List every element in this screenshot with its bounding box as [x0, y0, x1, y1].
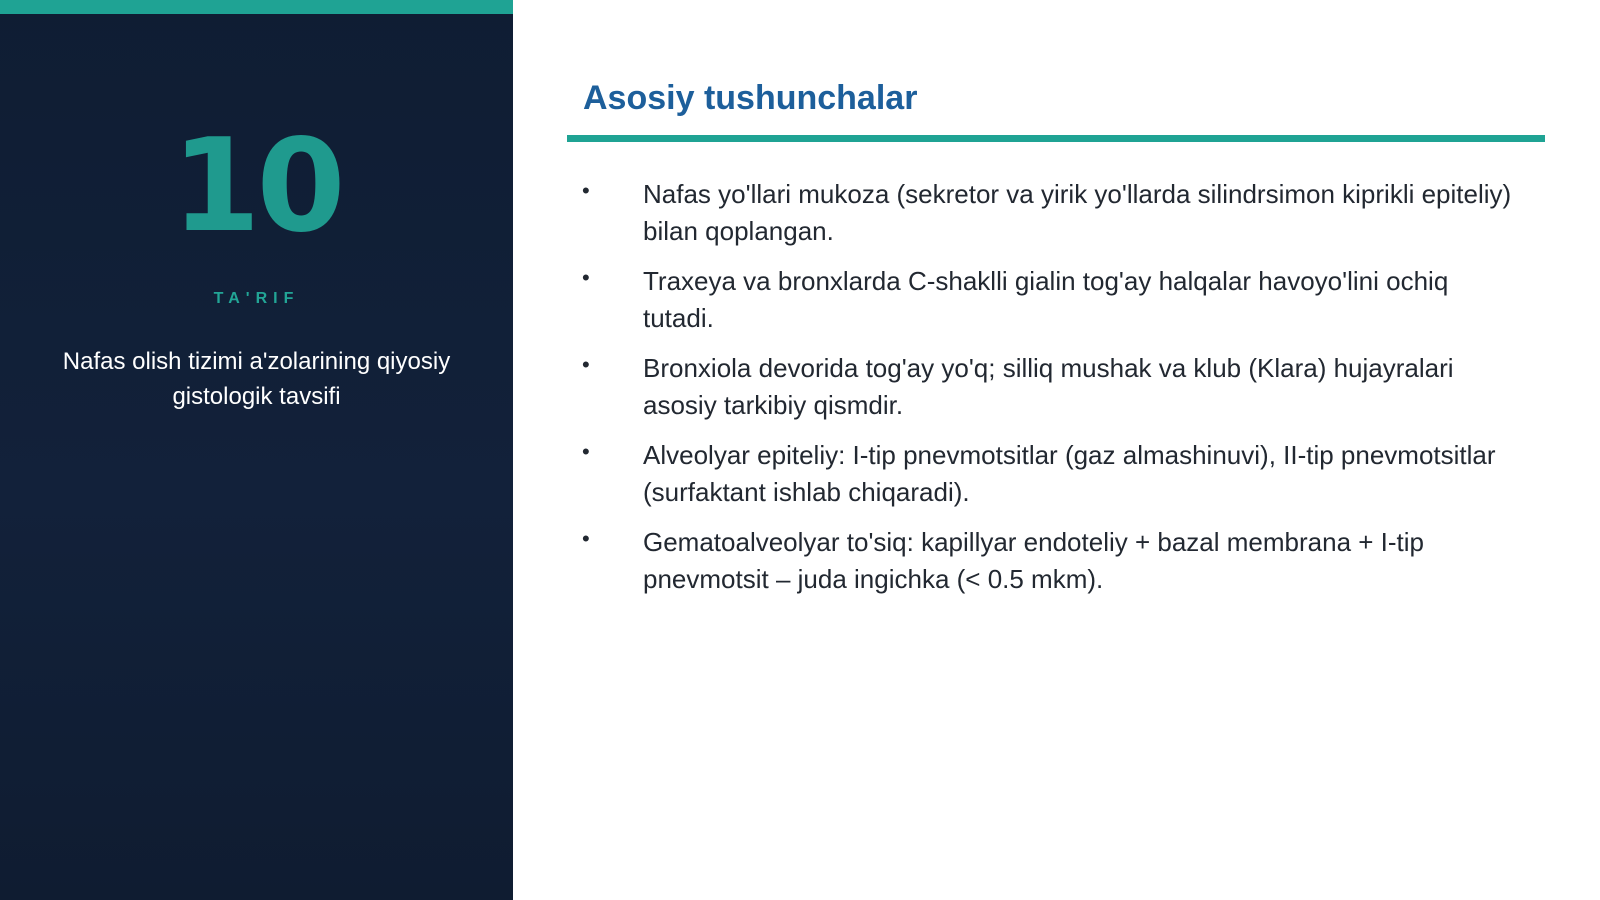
bullet-item — [582, 350, 1522, 424]
left-accent-bar — [0, 0, 513, 14]
bullet-item — [582, 176, 1522, 250]
bullet-item — [582, 524, 1522, 598]
bullet-dot-icon: • — [582, 352, 590, 377]
bullet-dot-icon: • — [582, 439, 590, 464]
slide-number: 10 — [171, 112, 342, 261]
bullet-list — [582, 176, 1522, 611]
left-panel — [0, 0, 513, 900]
bullet-text: Bronxiola devorida tog'ay yo'q; silliq mushak va klub (Klara) hujayralari asosiy tarkibiy qismdir. — [643, 353, 1454, 420]
title-underline — [567, 135, 1545, 142]
bullet-text: Traxeya va bronxlarda C-shaklli gialin tog'ay halqalar havoyo'lini ochiq tutadi. — [643, 266, 1449, 333]
bullet-text: Alveolyar epiteliy: I-tip pnevmotsitlar (gaz almashinuvi), II-tip pnevmotsitlar (surfaktant ishlab chiqaradi). — [643, 440, 1496, 507]
bullet-dot-icon: • — [582, 178, 590, 203]
section-label: TA'RIF — [213, 290, 300, 307]
bullet-dot-icon: • — [582, 526, 590, 551]
bullet-item — [582, 437, 1522, 511]
bullet-text: Nafas yo'llari mukoza (sekretor va yirik yo'llarda silindrsimon kiprikli epiteliy) bilan qoplangan. — [643, 179, 1512, 246]
panel-subtitle: Nafas olish tizimi a'zolarining qiyosiy gistologik tavsifi — [62, 348, 451, 410]
bullet-text: Gematoalveolyar to'siq: kapillyar endoteliy + bazal membrana + I-tip pnevmotsit – juda ingichka (< 0.5 mkm). — [643, 527, 1425, 594]
bullet-item — [582, 263, 1522, 337]
bullet-dot-icon: • — [582, 265, 590, 290]
content-title: Asosiy tushunchalar — [583, 79, 918, 117]
